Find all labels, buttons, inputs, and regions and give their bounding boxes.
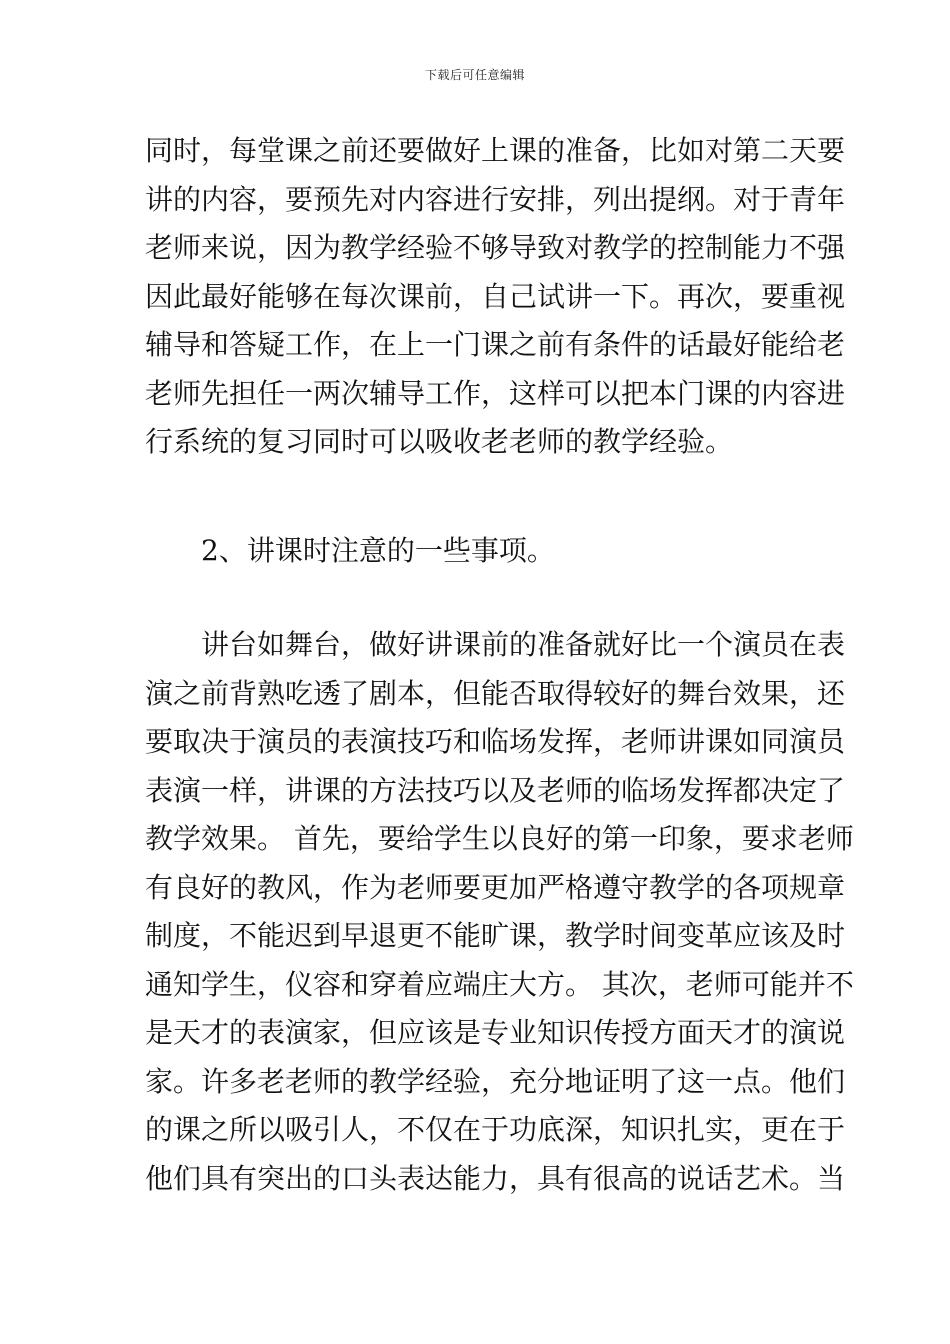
text-line: 有良好的教风，作为老师要更加严格遵守教学的各项规章: [145, 870, 846, 904]
text-line: 的课之所以吸引人，不仅在于功底深，知识扎实，更在于: [145, 1113, 846, 1146]
text-line: 因此最好能够在每次课前，自己试讲一下。再次，要重视: [145, 279, 846, 313]
section-heading: [145, 527, 817, 576]
paragraph-preparation: [145, 127, 846, 467]
text-line: 他们具有突出的口头表达能力，具有很高的说话艺术。当: [145, 1161, 846, 1195]
text-line: 通知学生，仪容和穿着应端庄大方。 其次，老师可能并不: [145, 967, 854, 1001]
text-line: 制度，不能迟到早退更不能旷课，教学时间变革应该及时: [145, 919, 846, 952]
text-line: 老师来说，因为教学经验不够导致对教学的控制能力不强: [145, 231, 846, 264]
text-line: 是天才的表演家，但应该是专业知识传授方面天才的演说: [145, 1016, 846, 1049]
text-line: 表演一样，讲课的方法技巧以及老师的临场发挥都决定了: [145, 773, 846, 807]
text-line: 教学效果。 首先，要给学生以良好的第一印象，要求老师: [145, 822, 854, 855]
text-line: 老师先担任一两次辅导工作，这样可以把本门课的内容进: [145, 376, 846, 410]
section-heading-text: 2、讲课时注意的一些事项。: [201, 534, 555, 567]
text-line: 要取决于演员的表演技巧和临场发挥，老师讲课如同演员: [145, 725, 846, 758]
page-header: 下载后可任意编辑: [424, 68, 525, 82]
text-line: 辅导和答疑工作，在上一门课之前有条件的话最好能给老: [145, 328, 846, 361]
text-line: 演之前背熟吃透了剧本，但能否取得较好的舞台效果，还: [145, 676, 846, 710]
text-line: 家。许多老老师的教学经验，充分地证明了这一点。他们: [145, 1064, 846, 1098]
text-line: 讲台如舞台，做好讲课前的准备就好比一个演员在表: [201, 628, 846, 661]
paragraph-lecturing: [145, 621, 854, 1203]
text-line: 行系统的复习同时可以吸收老老师的教学经验。: [145, 425, 734, 458]
text-line: 讲的内容，要预先对内容进行安排，列出提纲。对于青年: [145, 182, 846, 216]
text-line: 同时，每堂课之前还要做好上课的准备，比如对第二天要: [145, 134, 846, 167]
